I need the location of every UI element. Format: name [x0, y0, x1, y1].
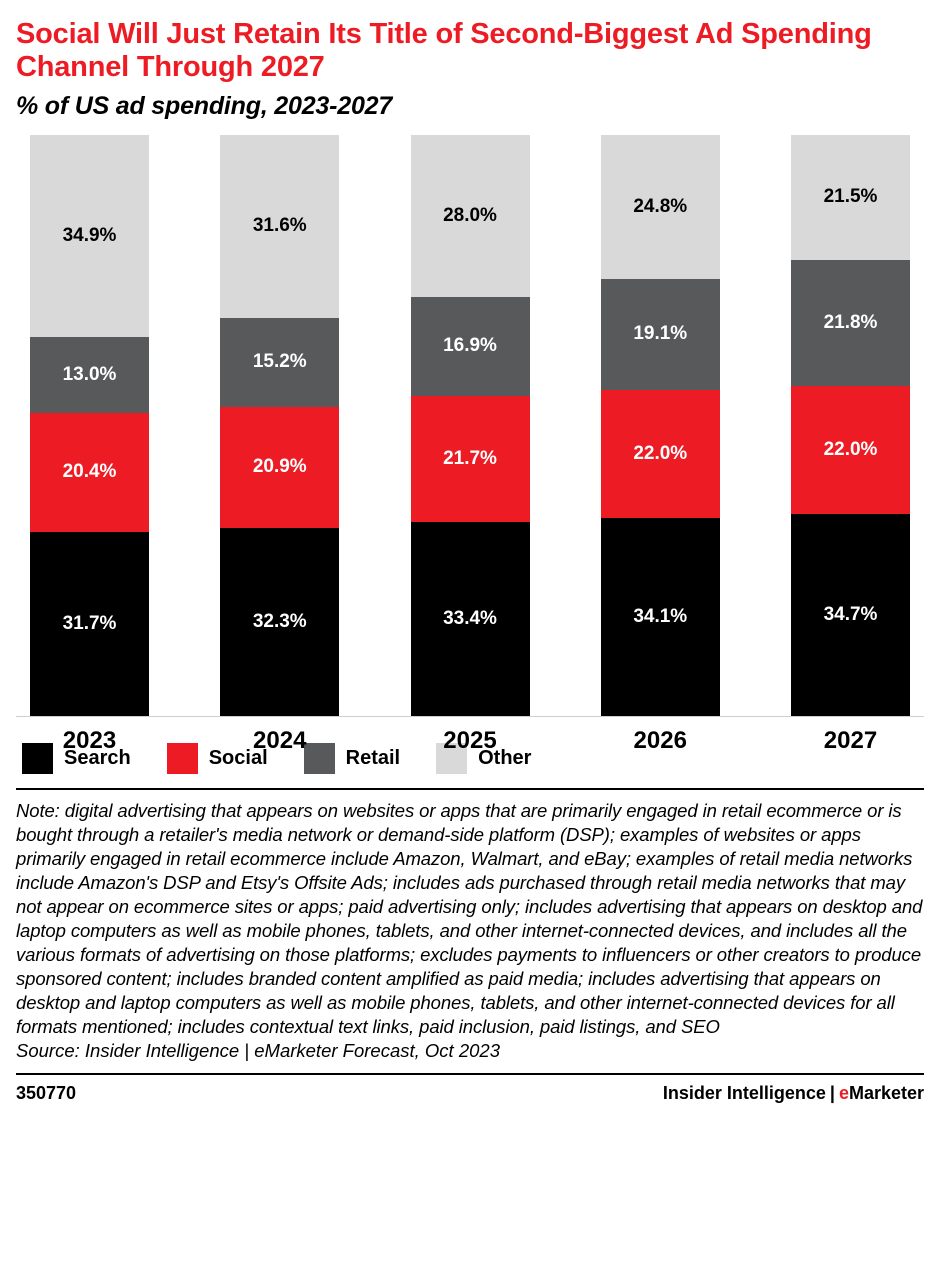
x-axis-label-2026: 2026	[633, 726, 687, 754]
chart-note: Note: digital advertising that appears on websites or apps that are primarily engaged in retail ecommerce or is bought through a retailer's media network or demand-side platform (DSP); examples of websites or apps primarily engaged in retail ecommerce include Amazon, Walmart, and eBay; examples of retail media networks include Amazon's DSP and Etsy's Offsite Ads; includes ads purchased through retail media networks that may not appear on ecommerce sites or apps; paid advertising only; includes advertising that appears on desktop and laptop computers as well as mobile phones, tablets, and other internet-connected devices, and includes all the various formats of advertising on those platforms; excludes payments to influencers or other creators to produce sponsored content; includes branded content amplified as paid media; includes advertising that appears on desktop and laptop computers as well as mobile phones, tablets, and other internet-connected devices for all formats mentioned; includes contextual text links, paid inclusion, paid listings, and SEO	[16, 799, 923, 1038]
bar-segment-retail-2024: 15.2%	[220, 318, 339, 406]
chart-header	[16, 0, 924, 121]
bar-segment-retail-2023: 13.0%	[30, 337, 149, 413]
bar-column-2025	[411, 135, 530, 716]
bar-segment-search-2023: 31.7%	[30, 532, 149, 716]
x-axis-label-2027: 2027	[823, 726, 878, 754]
legend-label-social: Social	[208, 746, 268, 769]
chart-footer	[16, 1083, 924, 1104]
bar-segment-retail-2027: 21.8%	[791, 260, 910, 387]
brand-insider-intelligence: Insider Intelligence	[662, 1083, 826, 1104]
legend-label-retail: Retail	[345, 746, 401, 769]
brand-separator: |	[829, 1083, 835, 1104]
bar-segment-retail-2026: 19.1%	[601, 279, 720, 390]
page-title: Social Will Just Retain Its Title of Second-Biggest Ad Spending Channel Through 2027	[16, 18, 872, 84]
bar-segment-other-2023: 34.9%	[30, 135, 149, 338]
bar-column-2023	[30, 135, 149, 716]
bar-segment-social-2026: 22.0%	[601, 390, 720, 518]
chart-plot-area	[16, 135, 924, 754]
bar-segment-social-2024: 20.9%	[220, 407, 339, 528]
bar-segment-social-2027: 22.0%	[791, 386, 910, 514]
bar-segment-search-2025: 33.4%	[411, 522, 530, 716]
x-axis-labels	[16, 727, 924, 755]
x-axis-label-2025: 2025	[443, 726, 497, 754]
chart-subtitle: % of US ad spending, 2023-2027	[16, 91, 393, 120]
bar-segment-other-2027: 21.5%	[791, 135, 910, 260]
stacked-bar-plot	[16, 135, 924, 717]
bar-segment-other-2024: 31.6%	[220, 135, 339, 319]
x-axis-label-2024: 2024	[253, 726, 307, 754]
bar-segment-other-2026: 24.8%	[601, 135, 720, 279]
chart-id: 350770	[16, 1083, 77, 1104]
bar-column-2024	[220, 135, 339, 716]
brand-logo	[663, 1083, 924, 1104]
divider-bottom	[16, 1073, 924, 1075]
chart-source: Source: Insider Intelligence | eMarketer Forecast, Oct 2023	[16, 1040, 500, 1062]
bar-segment-social-2025: 21.7%	[411, 396, 530, 522]
bar-segment-retail-2025: 16.9%	[411, 297, 530, 395]
divider-top	[16, 788, 924, 790]
bar-column-2026	[601, 135, 720, 716]
legend-label-search: Search	[64, 746, 131, 769]
bar-segment-search-2026: 34.1%	[601, 518, 720, 716]
brand-marketer: Marketer	[848, 1083, 924, 1104]
x-axis-label-2023: 2023	[62, 726, 117, 754]
bar-segment-social-2023: 20.4%	[30, 413, 149, 532]
legend-label-other: Other	[478, 746, 532, 769]
bar-segment-search-2027: 34.7%	[791, 514, 910, 716]
bar-segment-other-2025: 28.0%	[411, 135, 530, 298]
brand-e: e	[838, 1083, 849, 1104]
bar-segment-search-2024: 32.3%	[220, 528, 339, 716]
bar-column-2027	[791, 135, 910, 716]
